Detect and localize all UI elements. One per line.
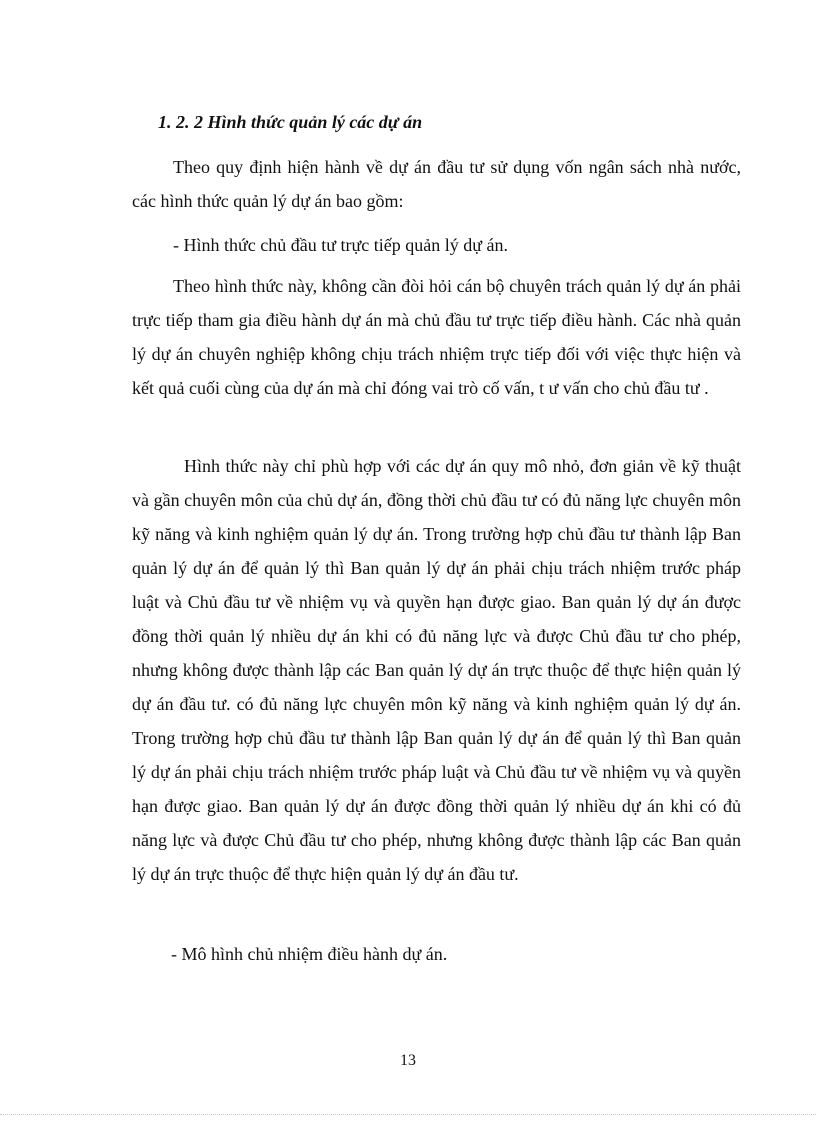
list-item-direct-management: - Hình thức chủ đầu tư trực tiếp quản lý dự án. <box>173 235 508 255</box>
page-bottom-divider <box>0 1114 816 1115</box>
paragraph-intro: Theo quy định hiện hành về dự án đầu tư sử dụng vốn ngân sách nhà nước, các hình thức quản lý dự án bao gồm: <box>132 157 741 211</box>
section-heading: 1. 2. 2 Hình thức quản lý các dự án <box>158 112 423 132</box>
paragraph-direct-management-description: Theo hình thức này, không cần đòi hỏi cán bộ chuyên trách quản lý dự án phải trực tiếp tham gia điều hành dự án mà chủ đầu tư trực tiếp điều hành. Các nhà quản lý dự án chuyên nghiệp không chịu trách nhiệm trực tiếp đối với việc thực hiện và kết quả cuối cùng của dự án mà chỉ đóng vai trò cố vấn, t ư vấn cho chủ đầu tư . <box>132 276 741 398</box>
page-number: 13 <box>400 1052 416 1069</box>
paragraph-applicability: Hình thức này chỉ phù hợp với các dự án quy mô nhỏ, đơn giản về kỹ thuật và gần chuyên môn của chủ dự án, đồng thời chủ đầu tư có đủ năng lực chuyên môn kỹ năng và kinh nghiệm quản lý dự án. Trong trường hợp chủ đầu tư thành lập Ban quản lý dự án để quản lý thì Ban quản lý dự án phải chịu trách nhiệm trước pháp luật và Chủ đầu tư về nhiệm vụ và quyền hạn được giao. Ban quản lý dự án được đồng thời quản lý nhiều dự án khi có đủ năng lực và được Chủ đầu tư cho phép, nhưng không được thành lập các Ban quản lý dự án trực thuộc để thực hiện quản lý dự án đầu tư. có đủ năng lực chuyên môn kỹ năng và kinh nghiệm quản lý dự án. Trong trường hợp chủ đầu tư thành lập Ban quản lý dự án để quản lý thì Ban quản lý dự án phải chịu trách nhiệm trước pháp luật và Chủ đầu tư về nhiệm vụ và quyền hạn được giao. Ban quản lý dự án được đồng thời quản lý nhiều dự án khi có đủ năng lực và được Chủ đầu tư cho phép, nhưng không được thành lập các Ban quản lý dự án trực thuộc để thực hiện quản lý dự án đầu tư. <box>132 456 741 884</box>
list-item-project-manager-model: - Mô hình chủ nhiệm điều hành dự án. <box>171 944 448 964</box>
